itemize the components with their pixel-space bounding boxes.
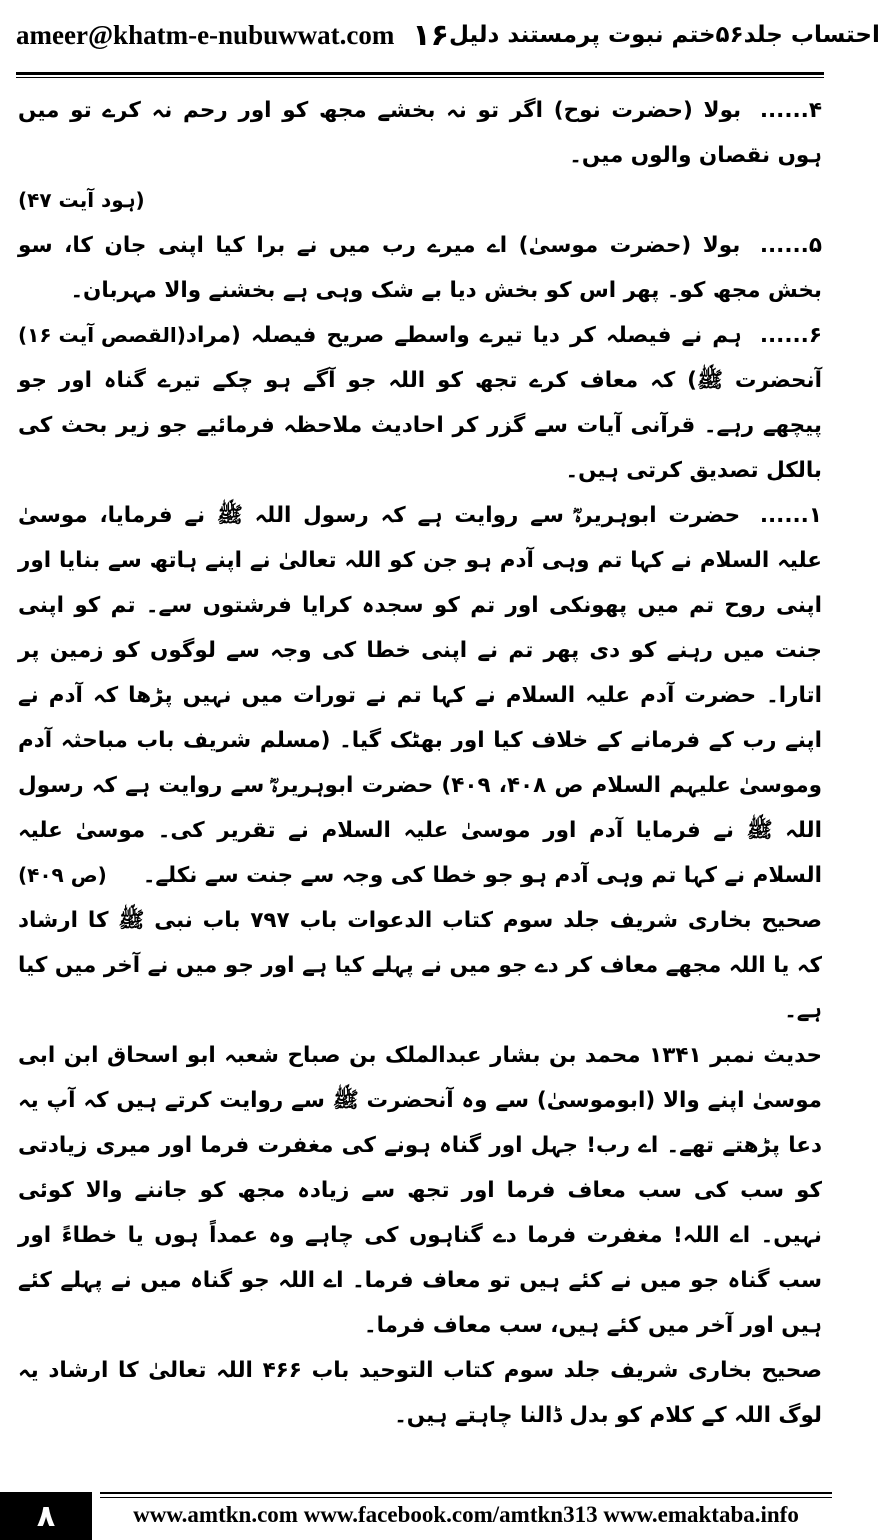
- paragraph-number: ۵......: [759, 233, 822, 258]
- paragraph-text: ہم نے فیصلہ کر دیا تیرے واسطے صریح فیصلہ (مراد آنحضرت ﷺ) کہ معاف کرے تجھ کو اللہ جو آگے ہو چکے تیرے گناہ اور جو پیچھے رہے۔ قرآنی آیات سے گزر کر احادیث ملاحظہ فرمائیے جو زیر بحث کی بالکل تصدیق کرتی ہیں۔: [18, 323, 822, 483]
- header-divider: [16, 72, 824, 75]
- header-divider-thin: [16, 77, 824, 78]
- paragraph-text: حدیث نمبر ۱۳۴۱ محمد بن بشار عبدالملک بن صباح شعبہ ابو اسحاق ابن ابی موسیٰ اپنے والا (ابوموسیٰ) سے وہ آنحضرت ﷺ سے روایت کرتے ہیں کہ آپ یہ دعا پڑھتے تھے۔ اے رب! جہل اور گناہ ہونے کی مغفرت فرما اور میری زیادتی کو سب کی سب معاف فرما اور تجھ سے زیادہ مجھ کو جاننے والا کوئی نہیں۔ اے اللہ! مغفرت فرما دے گناہوں کی چاہے وہ عمداً ہوں یا خطاءً اور سب گناہ جو میں نے کئے ہیں تو معاف فرما۔ اے اللہ جو گناہ میں نے پہلے کئے ہیں اور آخر میں کئے ہیں، سب معاف فرما۔: [18, 1043, 822, 1338]
- paragraph-bukhari-tawheed: [18, 1348, 822, 1438]
- page-header: [0, 0, 880, 70]
- paragraph-text: حضرت ابوہریرہؓ سے روایت ہے کہ رسول اللہ ﷺ نے فرمایا، موسیٰ علیہ السلام نے کہا تم وہی آدم ہو جن کو اللہ تعالیٰ نے اپنے ہاتھ سے بنایا اور اپنی روح تم میں پھونکی اور تم کو سجدہ کرایا فرشتوں سے۔ تم کو اپنی جنت میں رہنے کو دی پھر تم نے اپنی خطا کی وجہ سے لوگوں کو زمین پر اتارا۔ حضرت آدم علیہ السلام نے کہا تم نے تورات میں نہیں پڑھا کہ آدم نے اپنے رب کے فرمانے کے خلاف کیا اور بھٹک گیا۔ (مسلم شریف باب مباحثہ آدم وموسیٰ علیہم السلام ص ۴۰۸، ۴۰۹) حضرت ابوہریرہؓ سے روایت ہے کہ رسول اللہ ﷺ نے فرمایا آدم اور موسیٰ علیہ السلام نے تقریر کی۔ موسیٰ علیہ السلام نے کہا تم وہی آدم ہو جو خطا کی وجہ سے جنت سے نکلے۔: [18, 503, 823, 888]
- paragraph-hadith-1341: [18, 1033, 822, 1348]
- page-content: [18, 88, 822, 1478]
- header-page-number: ۱۶: [412, 17, 449, 53]
- paragraph-bukhari-duaat: [18, 898, 822, 1033]
- paragraph-number: ۱......: [759, 503, 822, 528]
- paragraph-verse-5: [18, 223, 822, 347]
- paragraph-hadith-1: [18, 493, 822, 898]
- paragraph-reference-hud: [18, 178, 822, 223]
- paragraph-number: ۶......: [759, 323, 822, 348]
- paragraph-text: بولا (حضرت موسیٰ) اے میرے رب میں نے برا کیا اپنی جان کا، سو بخش مجھ کو۔ پھر اس کو بخش دیا بے شک وہی ہے بخشنے والا مہربان۔: [18, 233, 822, 303]
- hadith-reference: (ص ۴۰۹): [18, 863, 107, 887]
- paragraph-text: بولا (حضرت نوح) اگر تو نہ بخشے مجھ کو اور رحم نہ کرے تو میں ہوں نقصان والوں میں۔: [18, 98, 822, 168]
- footer-divider: [100, 1492, 832, 1494]
- paragraph-text: صحیح بخاری شریف جلد سوم کتاب الدعوات باب ۷۹۷ باب نبی ﷺ کا ارشاد کہ یا اللہ مجھے معاف کر دے جو میں نے پہلے کیا ہے اور جو میں نے آخر میں کیا ہے۔: [18, 908, 822, 1023]
- footer-divider-thin: [100, 1497, 832, 1498]
- header-title: احتساب جلد۵۶ختم نبوت پرمستند دلیل: [448, 22, 880, 48]
- paragraph-verse-4: [18, 88, 822, 178]
- footer-page-badge: ۸: [0, 1492, 92, 1540]
- footer-links: www.amtkn.com www.facebook.com/amtkn313 www.emaktaba.info: [133, 1502, 799, 1527]
- verse-reference: (القصص آیت ۱۶): [18, 323, 186, 347]
- page-footer: [0, 1488, 840, 1540]
- verse-reference: (ہود آیت ۴۷): [18, 188, 145, 212]
- paragraph-number: ۴......: [759, 98, 822, 123]
- header-email: ameer@khatm-e-nubuwwat.com: [16, 19, 395, 50]
- paragraph-text: صحیح بخاری شریف جلد سوم کتاب التوحید باب ۴۶۶ اللہ تعالیٰ کا ارشاد یہ لوگ اللہ کے کلام کو بدل ڈالنا چاہتے ہیں۔: [18, 1358, 822, 1428]
